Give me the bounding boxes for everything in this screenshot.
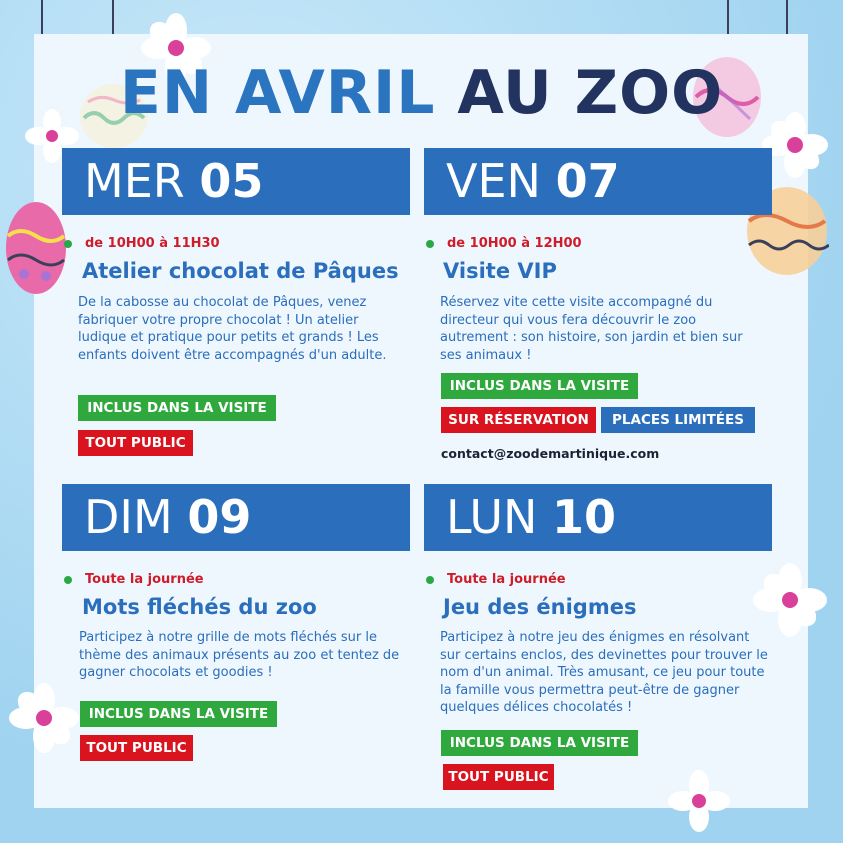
tag-all-public: TOUT PUBLIC <box>443 764 554 790</box>
flower-icon <box>8 682 80 754</box>
event-time <box>64 572 204 587</box>
tag-all-public: TOUT PUBLIC <box>80 735 193 761</box>
event-title: Atelier chocolat de Pâques <box>82 259 399 283</box>
day-name: DIM <box>84 490 173 544</box>
page-title <box>0 58 843 128</box>
day-header-lun <box>424 484 772 551</box>
flower-icon <box>668 770 730 832</box>
bullet-dot <box>426 576 434 584</box>
day-number: 09 <box>187 490 252 544</box>
time-text: Toute la journée <box>447 572 566 587</box>
event-description: Participez à notre grille de mots fléchés sur le thème des animaux présents au zoo et tentez de gagner chocolats et goodies ! <box>79 630 400 680</box>
event-description: Participez à notre jeu des énigmes en résolvant sur certains enclos, des devinettes pour trouver le nom d'un animal. Très amusant, ce jeu pour toute la famille vous permettra peut-être de gagner quelques délices chocolatés ! <box>440 630 768 715</box>
time-text: Toute la journée <box>85 572 204 587</box>
day-name: VEN <box>446 154 541 208</box>
event-time <box>426 236 582 251</box>
day-name: LUN <box>446 490 538 544</box>
tag-included: INCLUS DANS LA VISITE <box>441 730 638 756</box>
tag-included: INCLUS DANS LA VISITE <box>78 395 276 421</box>
time-text: de 10H00 à 11H30 <box>85 236 220 251</box>
day-number: 10 <box>552 490 617 544</box>
tag-limited-places: PLACES LIMITÉES <box>601 407 755 433</box>
time-text: de 10H00 à 12H00 <box>447 236 582 251</box>
flower-icon <box>752 562 828 638</box>
event-time <box>64 236 220 251</box>
day-number: 07 <box>555 154 620 208</box>
tag-included: INCLUS DANS LA VISITE <box>80 701 277 727</box>
bullet-dot <box>426 240 434 248</box>
title-part-1: EN AVRIL <box>119 58 436 128</box>
tag-included: INCLUS DANS LA VISITE <box>441 373 638 399</box>
easter-egg-icon <box>4 200 68 296</box>
event-title: Visite VIP <box>443 259 557 283</box>
event-description: De la cabosse au chocolat de Pâques, venez fabriquer votre propre chocolat ! Un atelier ludique et pratique pour petits et grands ! Les enfants doivent être accompagnés d'un adulte. <box>78 295 387 363</box>
event-title: Jeu des énigmes <box>443 595 637 619</box>
bullet-dot <box>64 240 72 248</box>
contact-email[interactable]: contact@zoodemartinique.com <box>441 446 660 461</box>
day-number: 05 <box>199 154 264 208</box>
day-header-mer <box>62 148 410 215</box>
bullet-dot <box>64 576 72 584</box>
tag-reservation: SUR RÉSERVATION <box>441 407 596 433</box>
day-header-dim <box>62 484 410 551</box>
event-time <box>426 572 566 587</box>
event-title: Mots fléchés du zoo <box>82 595 317 619</box>
day-header-ven <box>424 148 772 215</box>
day-name: MER <box>84 154 185 208</box>
title-part-2: AU ZOO <box>457 58 724 128</box>
event-description: Réservez vite cette visite accompagné du directeur qui vous fera découvrir le zoo autrement : son histoire, son jardin et bien sur ses animaux ! <box>440 295 743 363</box>
tag-all-public: TOUT PUBLIC <box>78 430 193 456</box>
